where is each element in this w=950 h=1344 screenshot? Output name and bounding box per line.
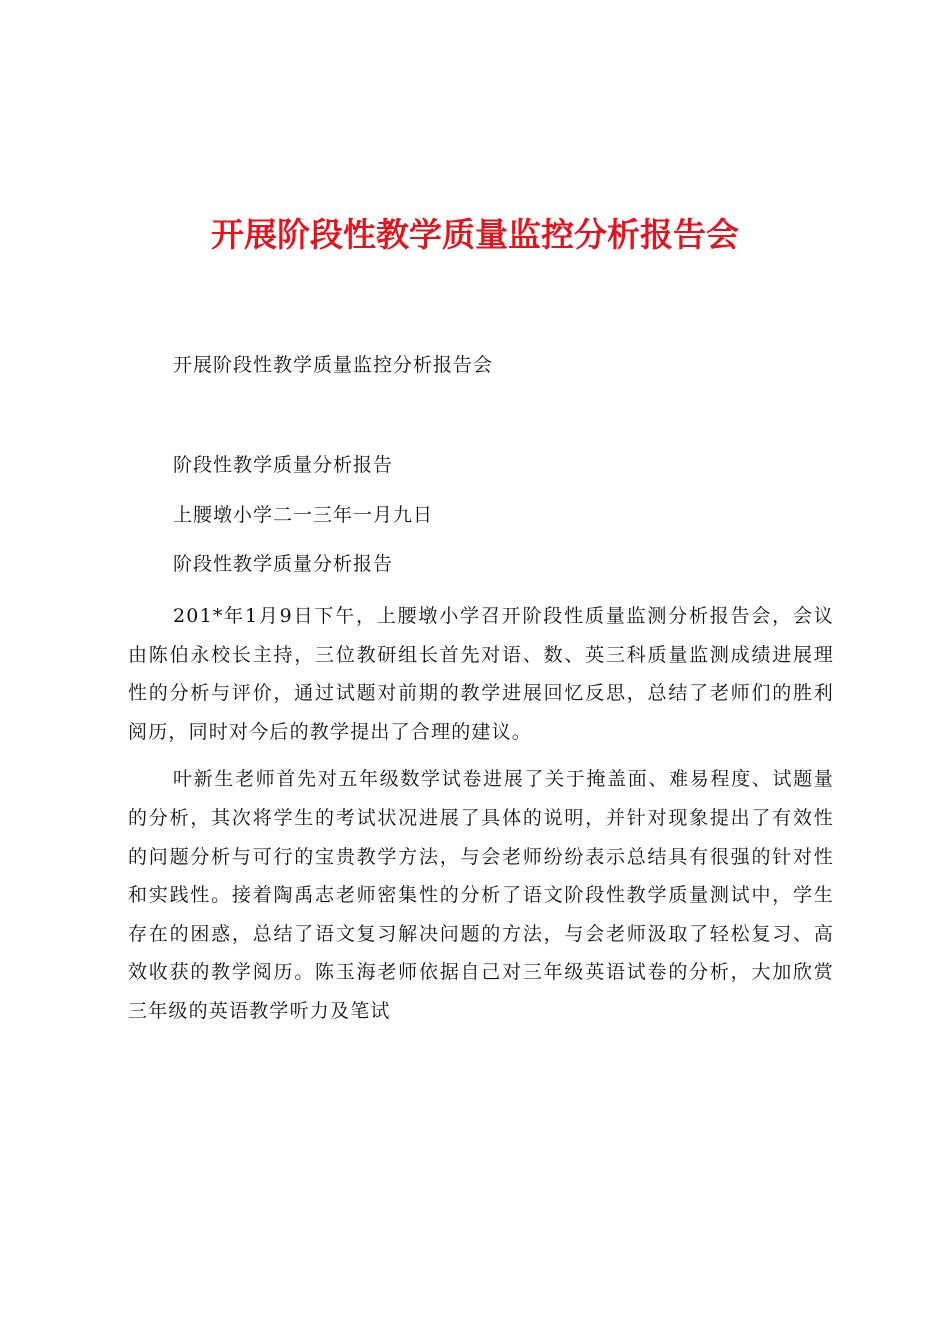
document-subtitle: 开展阶段性教学质量监控分析报告会	[173, 354, 494, 376]
paragraph-1: 201*年1月9日下午，上腰墩小学召开阶段性质量监测分析报告会，会议由陈伯永校长主持，三位教研组长首先对语、数、英三科质量监测成绩进展理性的分析与评价，通过试题对前期的教学进展回忆反思，总结了老师们的胜利阅历，同时对今后的教学提出了合理的建议。	[128, 605, 834, 743]
report-heading-repeat: 阶段性教学质量分析报告	[173, 553, 394, 575]
report-heading: 阶段性教学质量分析报告	[173, 454, 394, 476]
document-title: 开展阶段性教学质量监控分析报告会	[211, 215, 739, 254]
paragraph-2: 叶新生老师首先对五年级数学试卷进展了关于掩盖面、难易程度、试题量的分析，其次将学生的考试状况进展了具体的说明，并针对现象提出了有效性的问题分析与可行的宝贵教学方法，与会老师纷纷表示总结具有很强的针对性和实践性。接着陶禹志老师密集性的分析了语文阶段性教学质量测试中，学生存在的困惑，总结了语文复习解决问题的方法，与会老师汲取了轻松复习、高效收获的教学阅历。陈玉海老师依据自己对三年级英语试卷的分析，大加欣赏三年级的英语教学听力及笔试	[128, 768, 834, 1022]
school-date-line: 上腰墩小学二一三年一月九日	[173, 504, 434, 526]
body-text	[128, 597, 834, 1031]
